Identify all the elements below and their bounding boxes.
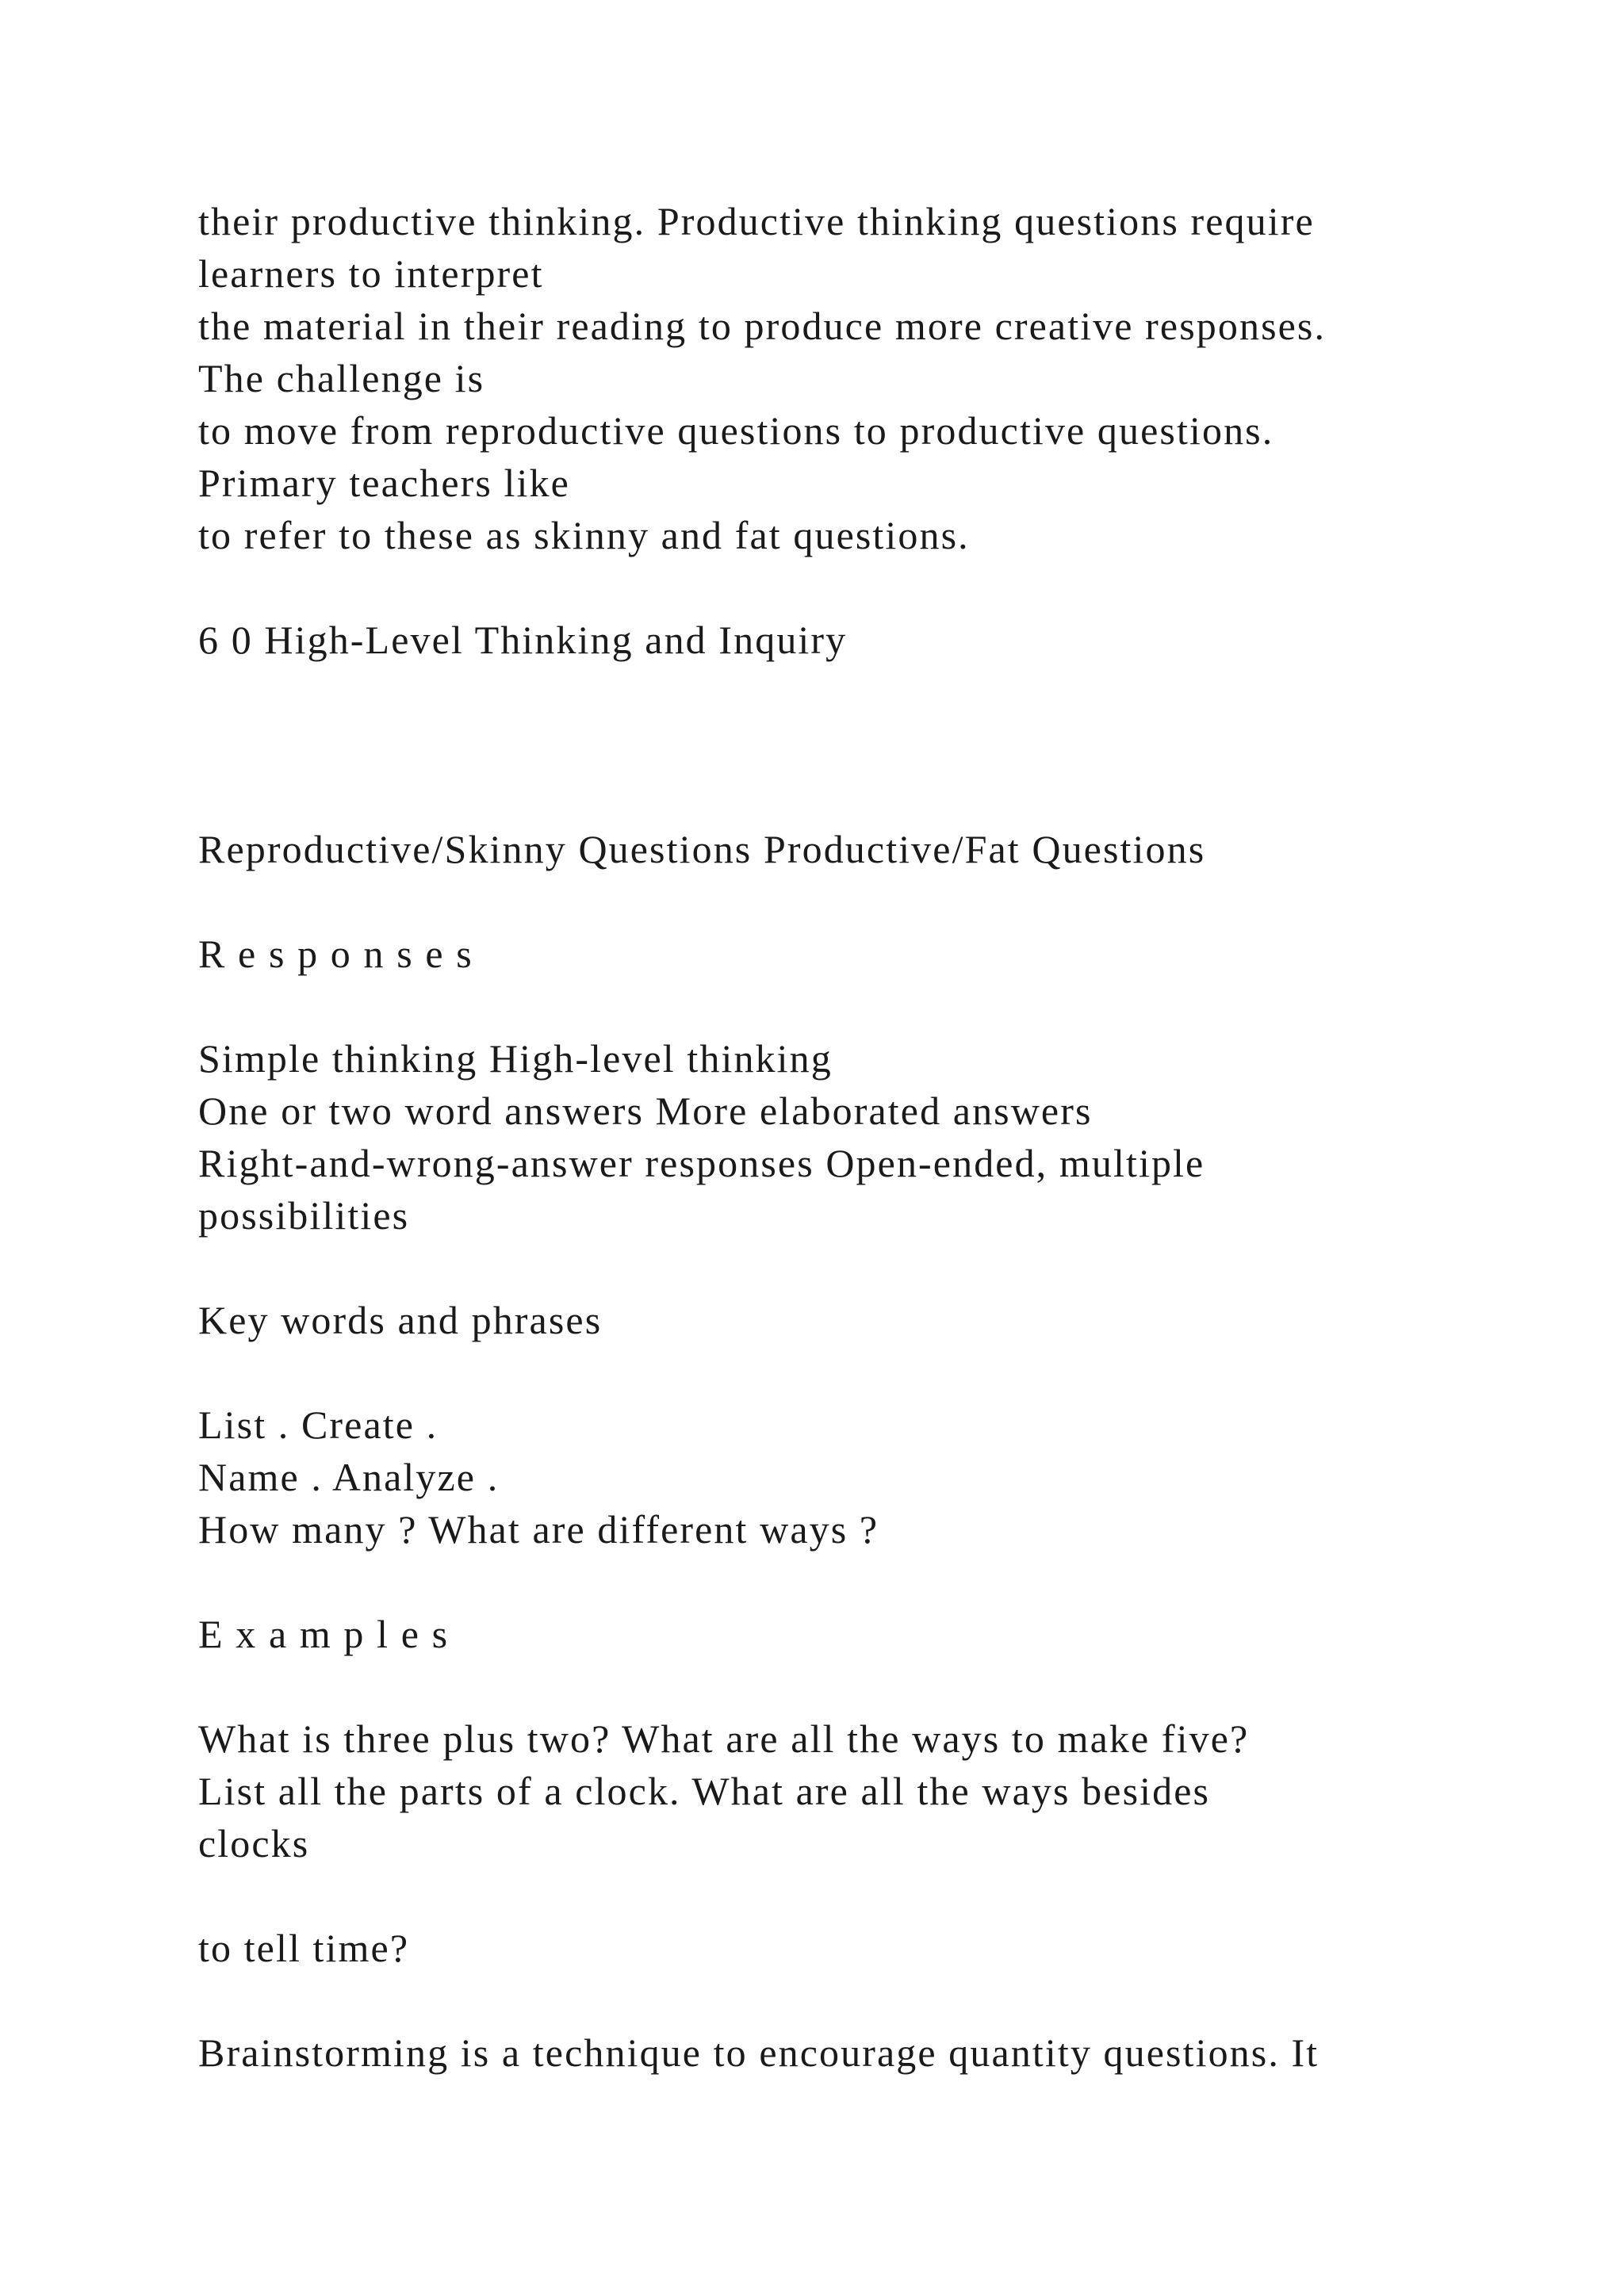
blank-line [198,1869,1562,1922]
text-line: The challenge is [198,356,485,400]
text-line: What is three plus two? What are all the ways to make five? [198,1716,1250,1761]
text-line: Right-and-wrong-answer responses Open-ended, multiple [198,1141,1205,1185]
blank-line [198,1346,1562,1399]
text-line: How many ? What are different ways ? [198,1507,879,1552]
text-line: clocks [198,1821,310,1866]
blank-line [198,1556,1562,1608]
page-header-line: 6 0 High-Level Thinking and Inquiry [198,618,848,662]
text-line: Name . Analyze . [198,1455,500,1499]
blank-line [198,1242,1562,1294]
section-label-key-words: Key words and phrases [198,1298,603,1342]
text-line: possibilities [198,1193,410,1238]
section-label-responses: R e s p o n s e s [198,932,473,976]
blank-line [198,561,1562,614]
text-line: to tell time? [198,1926,410,1970]
text-line: Brainstorming is a technique to encourage quantity questions. It [198,2030,1320,2075]
blank-line [198,875,1562,928]
text-line: List . Create . [198,1402,439,1447]
table-heading-line: Reproductive/Skinny Questions Productive/Fat Questions [198,827,1206,871]
blank-line [198,771,1562,823]
blank-line [198,1974,1562,2026]
section-label-examples: E x a m p l e s [198,1612,450,1656]
document-body [198,195,1562,2079]
text-line: Primary teachers like [198,461,570,505]
text-line: to move from reproductive questions to productive questions. [198,408,1274,453]
blank-line [198,718,1562,771]
text-line: Simple thinking High-level thinking [198,1036,833,1081]
text-line: their productive thinking. Productive thinking questions require [198,199,1315,243]
blank-line [198,980,1562,1032]
text-line: to refer to these as skinny and fat questions. [198,513,970,557]
blank-line [198,666,1562,718]
blank-line [198,1660,1562,1712]
text-line: One or two word answers More elaborated answers [198,1089,1093,1133]
text-line: List all the parts of a clock. What are all the ways besides [198,1769,1211,1813]
text-line: learners to interpret [198,251,544,296]
text-line: the material in their reading to produce more creative responses. [198,304,1327,348]
